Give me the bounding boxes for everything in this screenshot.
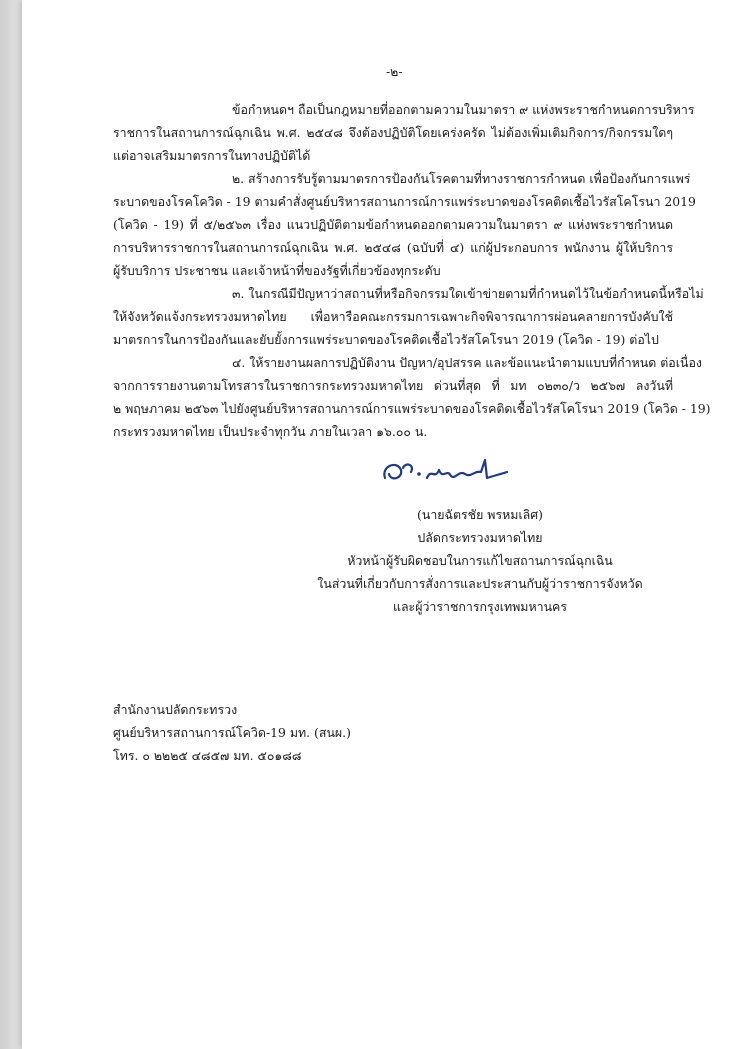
paragraph-1-line-2: ราชการในสถานการณ์ฉุกเฉิน พ.ศ. ๒๕๔๘ จึงต้องปฏิบัติโดยเคร่งครัด ไม่ต้องเพิ่มเติมกิจการ/กิจกรรมใดๆ xyxy=(113,125,673,140)
paragraph-3-line-1: ๓. ในกรณีมีปัญหาว่าสถานที่หรือกิจกรรมใดเข้าข่ายตามที่กำหนดไว้ในข้อกำหนดนี้หรือไม่ xyxy=(232,286,704,301)
signatory-position-2: หัวหน้าผู้รับผิดชอบในการแก้ไขสถานการณ์ฉุกเฉิน xyxy=(347,553,613,568)
signatory-position-1: ปลัดกระทรวงมหาดไทย xyxy=(417,530,543,545)
footer-office: สำนักงานปลัดกระทรวง xyxy=(113,702,238,717)
paragraph-3-line-3: มาตรการในการป้องกันและยับยั้งการแพร่ระบาดของโรคติดเชื้อไวรัสโคโรนา 2019 (โควิด - 19) ต่อไป xyxy=(113,332,659,347)
footer-center: ศูนย์บริหารสถานการณ์โควิด-19 มท. (สนผ.) xyxy=(113,725,351,740)
paragraph-4-line-4: กระทรวงมหาดไทย เป็นประจำทุกวัน ภายในเวลา ๑๖.๐๐ น. xyxy=(113,424,428,439)
paragraph-3-line-2: ให้จังหวัดแจ้งกระทรวงมหาดไทย เพื่อหารือคณะกรรมการเฉพาะกิจพิจารณาการผ่อนคลายการบังคับใช้ xyxy=(113,309,673,324)
handwritten-signature xyxy=(375,452,515,488)
paragraph-1-line-3: แต่อาจเสริมมาตรการในทางปฏิบัติได้ xyxy=(113,148,311,163)
paragraph-1-line-1: ข้อกำหนดฯ ถือเป็นกฎหมายที่ออกตามความในมาตรา ๙ แห่งพระราชกำหนดการบริหาร xyxy=(232,102,695,117)
paragraph-2-line-4: การบริหารราชการในสถานการณ์ฉุกเฉิน พ.ศ. ๒๕๔๘ (ฉบับที่ ๔) แก่ผู้ประกอบการ พนักงาน ผู้ให้บริการ xyxy=(113,240,673,255)
paragraph-2-line-3: (โควิด - 19) ที่ ๕/๒๕๖๓ เรื่อง แนวปฏิบัติตามข้อกำหนดออกตามความในมาตรา ๙ แห่งพระราชกำหนด xyxy=(113,217,673,232)
signatory-position-4: และผู้ว่าราชการกรุงเทพมหานคร xyxy=(392,599,568,614)
signatory-name: (นายฉัตรชัย พรหมเลิศ) xyxy=(417,507,543,522)
paragraph-4-line-3: ๒ พฤษภาคม ๒๕๖๓ ไปยังศูนย์บริหารสถานการณ์การแพร่ระบาดของโรคติดเชื้อไวรัสโคโรนา 2019 (โควิด - 19) xyxy=(113,401,711,416)
paragraph-2-line-5: ผู้รับบริการ ประชาชน และเจ้าหน้าที่ของรัฐที่เกี่ยวข้องทุกระดับ xyxy=(113,263,441,278)
signatory-position-3: ในส่วนที่เกี่ยวกับการสั่งการและประสานกับผู้ว่าราชการจังหวัด xyxy=(317,576,643,591)
paragraph-4-line-2: จากการรายงานตามโทรสารในราชการกระทรวงมหาดไทย ด่วนที่สุด ที่ มท ๐๒๓๐/ว ๒๕๖๗ ลงวันที่ xyxy=(113,378,673,393)
paragraph-2-line-2: ระบาดของโรคโควิด - 19 ตามคำสั่งศูนย์บริหารสถานการณ์การแพร่ระบาดของโรคติดเชื้อไวรัสโคโรนา 2019 xyxy=(113,194,696,209)
paragraph-4-line-1: ๔. ให้รายงานผลการปฏิบัติงาน ปัญหา/อุปสรรค และข้อแนะนำตามแบบที่กำหนด ต่อเนื่อง xyxy=(232,355,702,370)
page-edge-shadow xyxy=(0,0,22,1049)
page-number: -๒- xyxy=(386,64,403,79)
paragraph-2-line-1: ๒. สร้างการรับรู้ตามมาตรการป้องกันโรคตามที่ทางราชการกำหนด เพื่อป้องกันการแพร่ xyxy=(232,171,691,186)
signatory-block xyxy=(300,503,660,618)
footer-phone: โทร. ๐ ๒๒๒๕ ๔๘๕๗ มท. ๕๐๑๘๘ xyxy=(113,748,302,763)
